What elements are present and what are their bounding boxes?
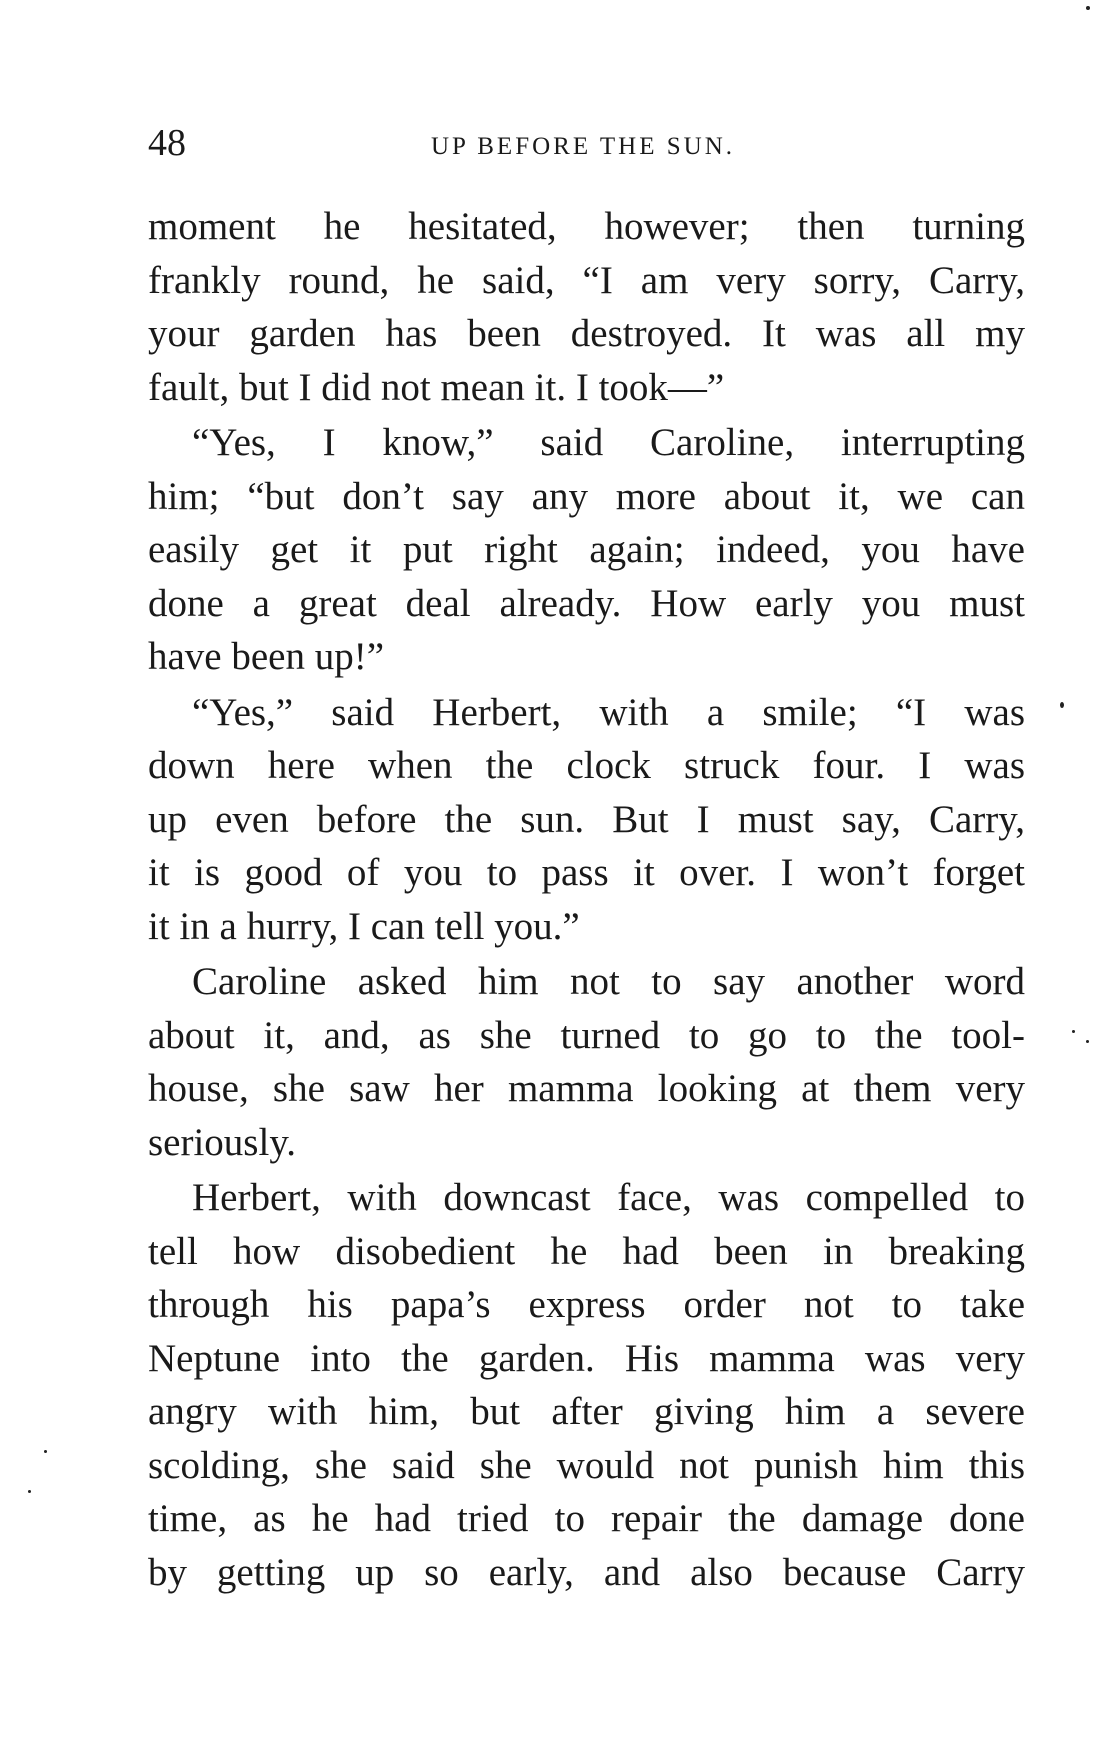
text-line: time, as he had tried to repair the damage done bbox=[148, 1497, 1025, 1540]
text-line: by getting up so early, and also because Carry bbox=[148, 1550, 1025, 1594]
text-line: about it, and, as she turned to go to the tool- bbox=[148, 1013, 1025, 1057]
text-line: frankly round, he said, “I am very sorry, Carry, bbox=[148, 258, 1025, 302]
paragraph bbox=[148, 955, 1025, 1169]
text-line: scolding, she said she would not punish him this bbox=[148, 1443, 1025, 1487]
text-line: tell how disobedient he had been in breaking bbox=[148, 1229, 1025, 1273]
text-line: house, she saw her mamma looking at them very bbox=[148, 1067, 1025, 1110]
text-line: it is good of you to pass it over. I won’t forget bbox=[148, 851, 1025, 894]
text-line: fault, but I did not mean it. I took—” bbox=[148, 365, 725, 409]
scan-speck bbox=[28, 1490, 31, 1493]
scan-speck bbox=[1060, 702, 1064, 708]
scan-speck bbox=[1086, 6, 1090, 10]
paragraph bbox=[148, 1171, 1025, 1599]
paragraph bbox=[148, 200, 1025, 414]
paragraph bbox=[148, 686, 1025, 954]
text-line: have been up!” bbox=[148, 635, 385, 678]
scan-speck bbox=[1086, 1040, 1089, 1043]
text-line: done a great deal already. How early you must bbox=[148, 581, 1025, 625]
text-line: through his papa’s express order not to take bbox=[148, 1283, 1025, 1326]
text-line: moment he hesitated, however; then turning bbox=[148, 205, 1025, 248]
text-line: it in a hurry, I can tell you.” bbox=[148, 904, 580, 948]
scan-speck bbox=[44, 1450, 47, 1453]
text-line: him; “but don’t say any more about it, we can bbox=[148, 474, 1025, 518]
body-text bbox=[148, 200, 1025, 1599]
page-number: 48 bbox=[148, 122, 186, 164]
text-line: “Yes, I know,” said Caroline, interrupting bbox=[192, 421, 1025, 464]
text-line: Herbert, with downcast face, was compelled to bbox=[192, 1176, 1025, 1219]
text-line: down here when the clock struck four. I was bbox=[148, 744, 1025, 787]
page-header bbox=[148, 118, 1018, 168]
running-head: UP BEFORE THE SUN. bbox=[430, 133, 736, 160]
text-line: up even before the sun. But I must say, Carry, bbox=[148, 797, 1025, 841]
paragraph bbox=[148, 416, 1025, 684]
text-line: Neptune into the garden. His mamma was very bbox=[148, 1336, 1025, 1380]
text-line: seriously. bbox=[148, 1120, 297, 1164]
text-line: Caroline asked him not to say another word bbox=[192, 960, 1025, 1003]
text-line: easily get it put right again; indeed, you have bbox=[148, 528, 1025, 571]
text-line: your garden has been destroyed. It was all my bbox=[148, 312, 1025, 355]
scan-speck bbox=[1072, 1030, 1075, 1033]
text-line: angry with him, but after giving him a severe bbox=[148, 1390, 1025, 1433]
text-line: “Yes,” said Herbert, with a smile; “I was bbox=[192, 690, 1025, 734]
